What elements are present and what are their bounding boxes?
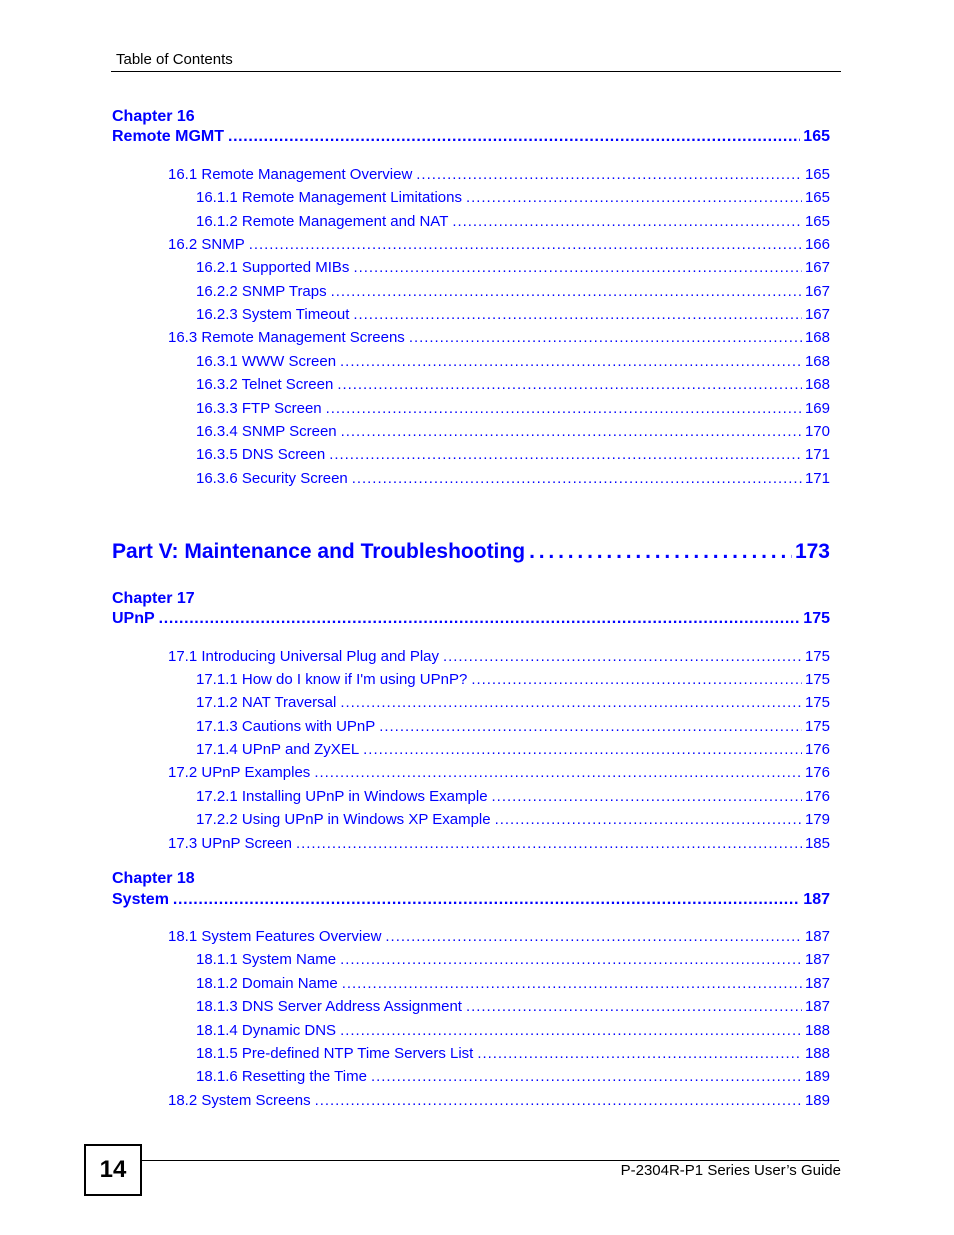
dot-leader (159, 610, 801, 628)
dot-leader (379, 718, 802, 735)
toc-entry[interactable] (196, 951, 830, 968)
dot-leader (341, 423, 802, 440)
toc-entry-page: 187 (803, 891, 830, 908)
toc-entry[interactable] (196, 189, 830, 206)
toc-entry-title: 17.1 Introducing Universal Plug and Play (168, 648, 439, 665)
dot-leader (340, 694, 802, 711)
toc-entry-title: 16.1.2 Remote Management and NAT (196, 213, 449, 230)
toc-entry[interactable] (196, 1045, 830, 1062)
toc-chapter-18[interactable] (112, 891, 830, 909)
toc-entry-page: 165 (803, 128, 830, 145)
toc-entry-page: 187 (804, 998, 830, 1015)
dot-leader (353, 259, 802, 276)
toc-entry-page: 168 (804, 353, 830, 370)
toc-entry-title: 17.2.1 Installing UPnP in Windows Example (196, 788, 488, 805)
dot-leader (326, 400, 802, 417)
dot-leader (385, 928, 802, 945)
toc-entry[interactable] (196, 694, 830, 711)
toc-entry-page: 176 (804, 764, 830, 781)
toc-entry[interactable] (196, 400, 830, 417)
dot-leader (315, 1092, 802, 1109)
toc-entry[interactable] (168, 1092, 830, 1109)
toc-entry-page: 168 (804, 376, 830, 393)
toc-entry[interactable] (196, 213, 830, 230)
toc-entry-title: 18.1.4 Dynamic DNS (196, 1022, 337, 1039)
toc-entry-page: 175 (804, 718, 830, 735)
toc-entry[interactable] (196, 975, 830, 992)
dot-leader (466, 998, 802, 1015)
toc-entry-title: 18.1.2 Domain Name (196, 975, 338, 992)
toc-entry-page: 169 (804, 400, 830, 417)
dot-leader (466, 189, 802, 206)
dot-leader (363, 741, 802, 758)
toc-entry-title: 16.3.2 Telnet Screen (196, 376, 334, 393)
toc-part-5[interactable] (112, 540, 830, 564)
toc-entry[interactable] (168, 764, 830, 781)
toc-entry-title: 18.1.6 Resetting the Time (196, 1068, 367, 1085)
toc-entry-title: 16.3.6 Security Screen (196, 470, 348, 487)
dot-leader (353, 306, 802, 323)
toc-entry-page: 179 (804, 811, 830, 828)
dot-leader (409, 329, 802, 346)
dot-leader (340, 951, 802, 968)
toc-entry-page: 187 (804, 928, 830, 945)
toc-entry-title: Part V: Maintenance and Troubleshooting (112, 540, 526, 563)
toc-entry[interactable] (196, 788, 830, 805)
toc-entry[interactable] (168, 166, 830, 183)
toc-entry-title: 17.2 UPnP Examples (168, 764, 311, 781)
dot-leader (352, 470, 802, 487)
dot-leader (492, 788, 802, 805)
toc-entry-title: 18.2 System Screens (168, 1092, 311, 1109)
dot-leader (529, 540, 792, 564)
toc-entry[interactable] (196, 376, 830, 393)
toc-entry-page: 167 (804, 306, 830, 323)
toc-entry-page: 167 (804, 259, 830, 276)
toc-entry[interactable] (196, 283, 830, 300)
toc-entry[interactable] (168, 648, 830, 665)
toc-entry-title: 16.3.5 DNS Screen (196, 446, 326, 463)
dot-leader (340, 353, 802, 370)
toc-entry[interactable] (196, 1068, 830, 1085)
toc-entry-page: 173 (794, 540, 830, 563)
toc-entry[interactable] (168, 236, 830, 253)
toc-entry-title: 17.1.3 Cautions with UPnP (196, 718, 376, 735)
page-number: 14 (84, 1144, 142, 1196)
toc-entry-title: 16.3.3 FTP Screen (196, 400, 322, 417)
toc-entry-title: 16.2.3 System Timeout (196, 306, 350, 323)
toc-entry[interactable] (196, 718, 830, 735)
chapter-16-label: Chapter 16 (112, 108, 195, 125)
chapter-17-label: Chapter 17 (112, 590, 195, 607)
dot-leader (452, 213, 802, 230)
toc-chapter-17[interactable] (112, 610, 830, 628)
toc-entry-title: 16.2.2 SNMP Traps (196, 283, 327, 300)
dot-leader (477, 1045, 802, 1062)
toc-entry-page: 165 (804, 213, 830, 230)
toc-entry-page: 175 (803, 610, 830, 627)
toc-entry-title: UPnP (112, 610, 155, 627)
chapter-18-label: Chapter 18 (112, 870, 195, 887)
toc-entry[interactable] (168, 835, 830, 852)
toc-entry-title: 16.2.1 Supported MIBs (196, 259, 350, 276)
toc-entry-title: 18.1.3 DNS Server Address Assignment (196, 998, 462, 1015)
toc-entry-title: 17.3 UPnP Screen (168, 835, 292, 852)
toc-entry-page: 188 (804, 1022, 830, 1039)
toc-entry-title: 17.1.4 UPnP and ZyXEL (196, 741, 360, 758)
dot-leader (249, 236, 802, 253)
toc-entry-page: 171 (804, 446, 830, 463)
toc-entry[interactable] (168, 928, 830, 945)
toc-entry-page: 165 (804, 189, 830, 206)
toc-entry-page: 167 (804, 283, 830, 300)
toc-entry[interactable] (196, 259, 830, 276)
toc-entry-page: 166 (804, 236, 830, 253)
toc-entry-page: 185 (804, 835, 830, 852)
running-header: Table of Contents (116, 51, 233, 68)
toc-entry-title: 18.1.5 Pre-defined NTP Time Servers List (196, 1045, 474, 1062)
toc-entry[interactable] (196, 741, 830, 758)
toc-entry-page: 175 (804, 648, 830, 665)
toc-entry-page: 176 (804, 788, 830, 805)
toc-entry-title: 16.2 SNMP (168, 236, 245, 253)
toc-entry[interactable] (196, 1022, 830, 1039)
dot-leader (314, 764, 802, 781)
toc-entry[interactable] (168, 329, 830, 346)
dot-leader (329, 446, 802, 463)
toc-entry-title: Remote MGMT (112, 128, 224, 145)
toc-entry-title: 16.1 Remote Management Overview (168, 166, 413, 183)
toc-entry-page: 165 (804, 166, 830, 183)
toc-entry-page: 176 (804, 741, 830, 758)
toc-chapter-16[interactable] (112, 128, 830, 146)
guide-title: P-2304R-P1 Series User’s Guide (620, 1162, 841, 1179)
dot-leader (173, 891, 800, 909)
toc-entry-title: 16.3.4 SNMP Screen (196, 423, 337, 440)
toc-entry-title: 18.1 System Features Overview (168, 928, 382, 945)
dot-leader (340, 1022, 802, 1039)
dot-leader (371, 1068, 802, 1085)
toc-entry-title: 16.1.1 Remote Management Limitations (196, 189, 462, 206)
toc-entry-title: 17.1.1 How do I know if I'm using UPnP? (196, 671, 468, 688)
dot-leader (443, 648, 802, 665)
toc-entry[interactable] (196, 811, 830, 828)
toc-entry-title: 16.3 Remote Management Screens (168, 329, 405, 346)
dot-leader (471, 671, 802, 688)
toc-entry-title: System (112, 891, 169, 908)
toc-entry[interactable] (196, 353, 830, 370)
toc-entry[interactable] (196, 423, 830, 440)
toc-entry-page: 189 (804, 1068, 830, 1085)
toc-entry[interactable] (196, 306, 830, 323)
dot-leader (337, 376, 802, 393)
toc-entry-page: 187 (804, 975, 830, 992)
dot-leader (416, 166, 802, 183)
toc-entry-page: 170 (804, 423, 830, 440)
toc-entry[interactable] (196, 446, 830, 463)
toc-entry-title: 16.3.1 WWW Screen (196, 353, 337, 370)
toc-entry-title: 18.1.1 System Name (196, 951, 337, 968)
dot-leader (228, 128, 800, 146)
toc-entry-page: 189 (804, 1092, 830, 1109)
dot-leader (296, 835, 802, 852)
toc-entry-title: 17.1.2 NAT Traversal (196, 694, 337, 711)
toc-entry-page: 171 (804, 470, 830, 487)
toc-entry-title: 17.2.2 Using UPnP in Windows XP Example (196, 811, 491, 828)
toc-entry-page: 187 (804, 951, 830, 968)
dot-leader (495, 811, 802, 828)
toc-entry[interactable] (196, 671, 830, 688)
toc-entry-page: 168 (804, 329, 830, 346)
toc-entry[interactable] (196, 998, 830, 1015)
toc-entry[interactable] (196, 470, 830, 487)
toc-entry-page: 188 (804, 1045, 830, 1062)
toc-entry-page: 175 (804, 671, 830, 688)
footer-rule (140, 1160, 839, 1161)
toc-entry-page: 175 (804, 694, 830, 711)
dot-leader (342, 975, 802, 992)
dot-leader (331, 283, 802, 300)
